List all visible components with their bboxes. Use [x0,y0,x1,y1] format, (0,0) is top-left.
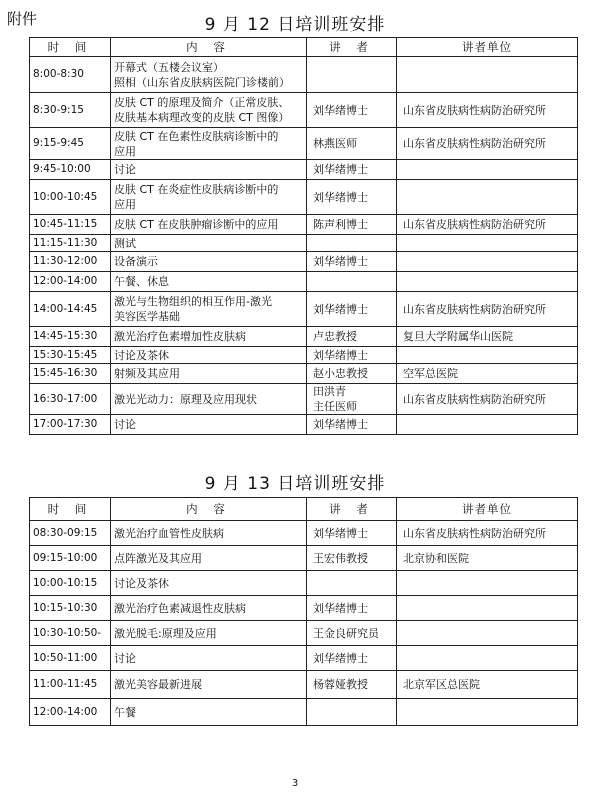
lecturer-cell: 杨蓉娅教授 [307,671,397,699]
content-cell: 讨论及茶休 [111,571,307,596]
time-cell: 14:45-15:30 [30,327,111,347]
header-unit: 讲者单位 [397,498,578,521]
unit-cell [397,160,578,180]
content-cell: 激光美容最新进展 [111,671,307,699]
content-cell: 激光治疗色素减退性皮肤病 [111,596,307,621]
unit-cell [397,252,578,272]
schedule-row [30,646,578,671]
content-cell: 激光与生物组织的相互作用-激光 美容医学基础 [111,292,307,327]
time-cell: 9:45-10:00 [30,160,111,180]
time-cell: 08:30-09:15 [30,521,111,546]
lecturer-cell [307,571,397,596]
unit-cell [397,699,578,726]
lecturer-cell: 陈声利博士 [307,215,397,235]
lecturer-cell: 王金良研究员 [307,621,397,646]
header-lecturer: 讲 者 [307,38,397,57]
schedule-row [30,546,578,571]
content-cell: 讨论及茶休 [111,347,307,364]
schedule-title-day2: 9 月 13 日培训班安排 [204,474,386,494]
content-cell: 开幕式（五楼会议室） 照相（山东省皮肤病医院门诊楼前） [111,57,307,93]
lecturer-cell: 林燕医师 [307,128,397,160]
time-cell: 10:30-10:50- [30,621,111,646]
content-cell: 激光脱毛:原理及应用 [111,621,307,646]
content-cell: 皮肤 CT 在炎症性皮肤病诊断中的 应用 [111,180,307,215]
schedule-row [30,292,578,327]
lecturer-cell: 刘华绪博士 [307,521,397,546]
lecturer-cell: 卢忠教授 [307,327,397,347]
table-header-row [30,498,578,521]
page-number: 3 [291,778,299,789]
content-cell: 午餐、休息 [111,272,307,292]
schedule-table-day2 [29,497,578,726]
content-cell: 测试 [111,235,307,252]
time-cell: 09:15-10:00 [30,546,111,571]
unit-cell: 北京军区总医院 [397,671,578,699]
attachment-label: 附件 [7,10,38,28]
unit-cell: 山东省皮肤病性病防治研究所 [397,521,578,546]
unit-cell [397,272,578,292]
lecturer-cell [307,272,397,292]
schedule-row [30,327,578,347]
time-cell: 10:45-11:15 [30,215,111,235]
schedule-row [30,160,578,180]
schedule-row [30,215,578,235]
lecturer-cell: 刘华绪博士 [307,646,397,671]
unit-cell [397,415,578,435]
content-cell: 皮肤 CT 在色素性皮肤病诊断中的 应用 [111,128,307,160]
schedule-row [30,384,578,415]
unit-cell [397,621,578,646]
schedule-row [30,93,578,128]
schedule-row [30,364,578,384]
lecturer-cell: 王宏伟教授 [307,546,397,571]
lecturer-cell [307,699,397,726]
time-cell: 11:30-12:00 [30,252,111,272]
schedule-row [30,57,578,93]
time-cell: 16:30-17:00 [30,384,111,415]
time-cell: 17:00-17:30 [30,415,111,435]
lecturer-cell [307,57,397,93]
unit-cell: 北京协和医院 [397,546,578,571]
time-cell: 8:30-9:15 [30,93,111,128]
header-content: 内 容 [111,38,307,57]
unit-cell: 山东省皮肤病性病防治研究所 [397,215,578,235]
time-cell: 9:15-9:45 [30,128,111,160]
time-cell: 10:15-10:30 [30,596,111,621]
schedule-row [30,128,578,160]
time-cell: 15:45-16:30 [30,364,111,384]
time-cell: 8:00-8:30 [30,57,111,93]
table-header-row [30,38,578,57]
unit-cell [397,180,578,215]
time-cell: 12:00-14:00 [30,272,111,292]
unit-cell: 复旦大学附属华山医院 [397,327,578,347]
schedule-row [30,347,578,364]
lecturer-cell: 刘华绪博士 [307,252,397,272]
time-cell: 12:00-14:00 [30,699,111,726]
lecturer-cell: 田洪青 主任医师 [307,384,397,415]
header-lecturer: 讲 者 [307,498,397,521]
lecturer-cell: 刘华绪博士 [307,415,397,435]
schedule-row [30,415,578,435]
schedule-row [30,235,578,252]
time-cell: 11:00-11:45 [30,671,111,699]
time-cell: 10:00-10:45 [30,180,111,215]
content-cell: 激光治疗血管性皮肤病 [111,521,307,546]
content-cell: 皮肤 CT 的原理及简介（正常皮肤、 皮肤基本病理改变的皮肤 CT 图像） [111,93,307,128]
content-cell: 皮肤 CT 在皮肤肿瘤诊断中的应用 [111,215,307,235]
lecturer-cell [307,235,397,252]
unit-cell [397,347,578,364]
schedule-row [30,272,578,292]
lecturer-cell: 刘华绪博士 [307,93,397,128]
lecturer-cell: 刘华绪博士 [307,347,397,364]
header-time: 时 间 [30,498,111,521]
schedule-row [30,671,578,699]
content-cell: 讨论 [111,160,307,180]
time-cell: 15:30-15:45 [30,347,111,364]
content-cell: 讨论 [111,646,307,671]
content-cell: 点阵激光及其应用 [111,546,307,571]
lecturer-cell: 刘华绪博士 [307,596,397,621]
schedule-title-day1: 9 月 12 日培训班安排 [204,15,386,35]
lecturer-cell: 赵小忠教授 [307,364,397,384]
header-unit: 讲者单位 [397,38,578,57]
unit-cell: 山东省皮肤病性病防治研究所 [397,128,578,160]
schedule-row [30,621,578,646]
lecturer-cell: 刘华绪博士 [307,292,397,327]
schedule-row [30,699,578,726]
unit-cell [397,596,578,621]
lecturer-cell: 刘华绪博士 [307,160,397,180]
unit-cell [397,57,578,93]
time-cell: 10:50-11:00 [30,646,111,671]
unit-cell: 山东省皮肤病性病防治研究所 [397,292,578,327]
time-cell: 11:15-11:30 [30,235,111,252]
time-cell: 10:00-10:15 [30,571,111,596]
content-cell: 设备演示 [111,252,307,272]
content-cell: 射频及其应用 [111,364,307,384]
unit-cell: 山东省皮肤病性病防治研究所 [397,384,578,415]
unit-cell [397,235,578,252]
content-cell: 讨论 [111,415,307,435]
time-cell: 14:00-14:45 [30,292,111,327]
header-content: 内 容 [111,498,307,521]
unit-cell [397,646,578,671]
schedule-row [30,180,578,215]
schedule-row [30,252,578,272]
schedule-row [30,521,578,546]
header-time: 时 间 [30,38,111,57]
schedule-row [30,596,578,621]
unit-cell [397,571,578,596]
content-cell: 激光治疗色素增加性皮肤病 [111,327,307,347]
content-cell: 午餐 [111,699,307,726]
schedule-table-day1 [29,37,578,435]
unit-cell: 空军总医院 [397,364,578,384]
content-cell: 激光光动力：原理及应用现状 [111,384,307,415]
lecturer-cell: 刘华绪博士 [307,180,397,215]
unit-cell: 山东省皮肤病性病防治研究所 [397,93,578,128]
schedule-row [30,571,578,596]
